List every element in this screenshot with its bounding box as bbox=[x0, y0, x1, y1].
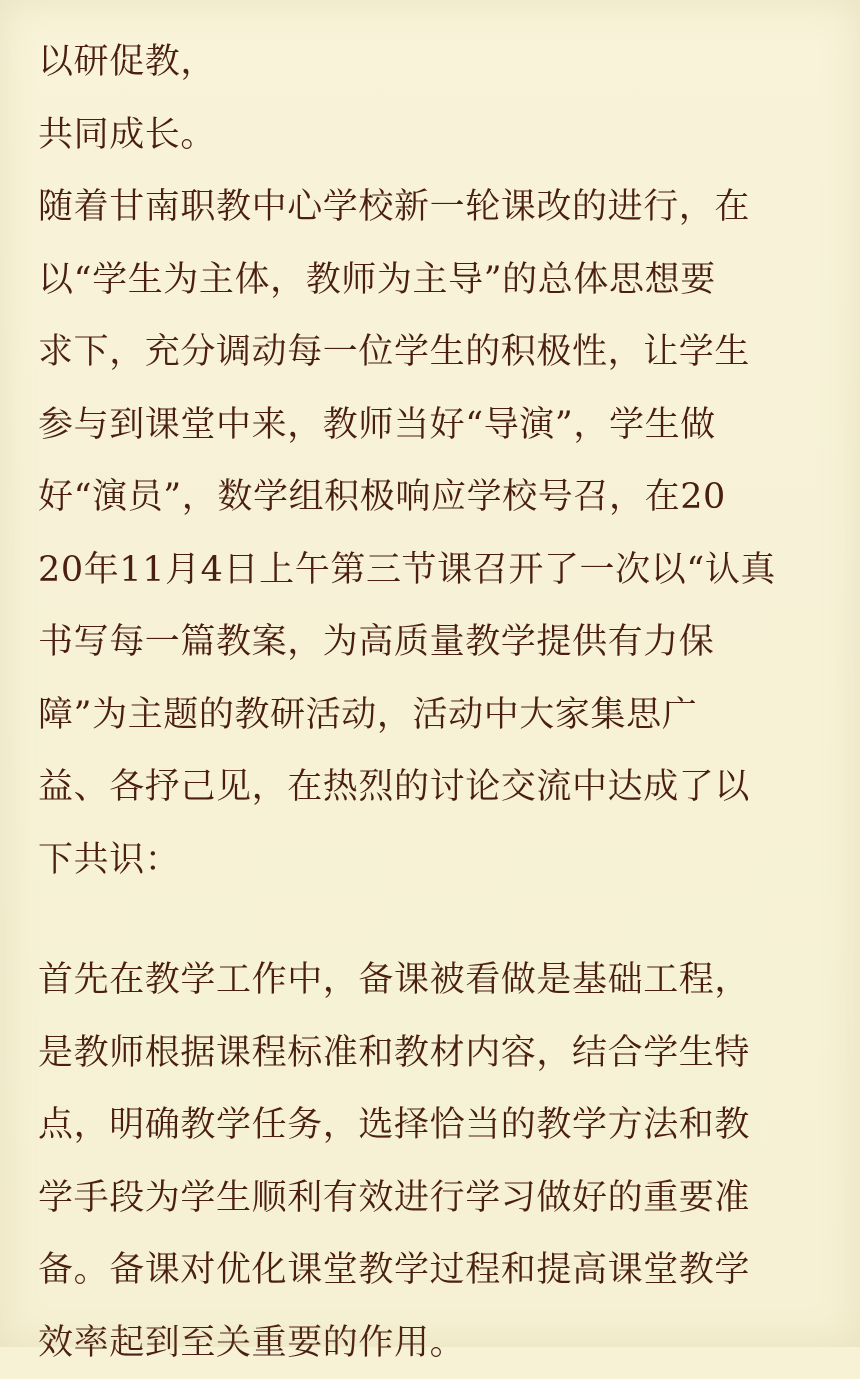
text-line: 随着甘南职教中心学校新一轮课改的进行，在 bbox=[38, 171, 820, 244]
text-line: 20年11月4日上午第三节课召开了一次以“认真 bbox=[38, 534, 820, 607]
text-line: 以“学生为主体，教师为主导”的总体思想要 bbox=[38, 244, 820, 317]
text-line: 好“演员”，数学组积极响应学校号召，在20 bbox=[38, 461, 820, 534]
text-line: 书写每一篇教案，为高质量教学提供有力保 bbox=[38, 606, 820, 679]
text-line: 益、各抒己见，在热烈的讨论交流中达成了以 bbox=[38, 751, 820, 824]
text-line: 学手段为学生顺利有效进行学习做好的重要准 bbox=[38, 1162, 820, 1235]
text-line: 效率起到至关重要的作用。 bbox=[38, 1307, 820, 1379]
text-line: 障”为主题的教研活动，活动中大家集思广 bbox=[38, 679, 820, 752]
text-line: 求下，充分调动每一位学生的积极性，让学生 bbox=[38, 316, 820, 389]
paragraph-gap bbox=[38, 896, 820, 944]
text-line: 点，明确教学任务，选择恰当的教学方法和教 bbox=[38, 1089, 820, 1162]
text-line: 下共识： bbox=[38, 824, 820, 897]
text-line: 以研促教， bbox=[38, 26, 820, 99]
text-line: 参与到课堂中来，教师当好“导演”，学生做 bbox=[38, 389, 820, 462]
text-line: 是教师根据课程标准和教材内容，结合学生特 bbox=[38, 1017, 820, 1090]
text-line: 共同成长。 bbox=[38, 99, 820, 172]
text-line: 备。备课对优化课堂教学过程和提高课堂教学 bbox=[38, 1234, 820, 1307]
text-line: 首先在教学工作中，备课被看做是基础工程， bbox=[38, 944, 820, 1017]
